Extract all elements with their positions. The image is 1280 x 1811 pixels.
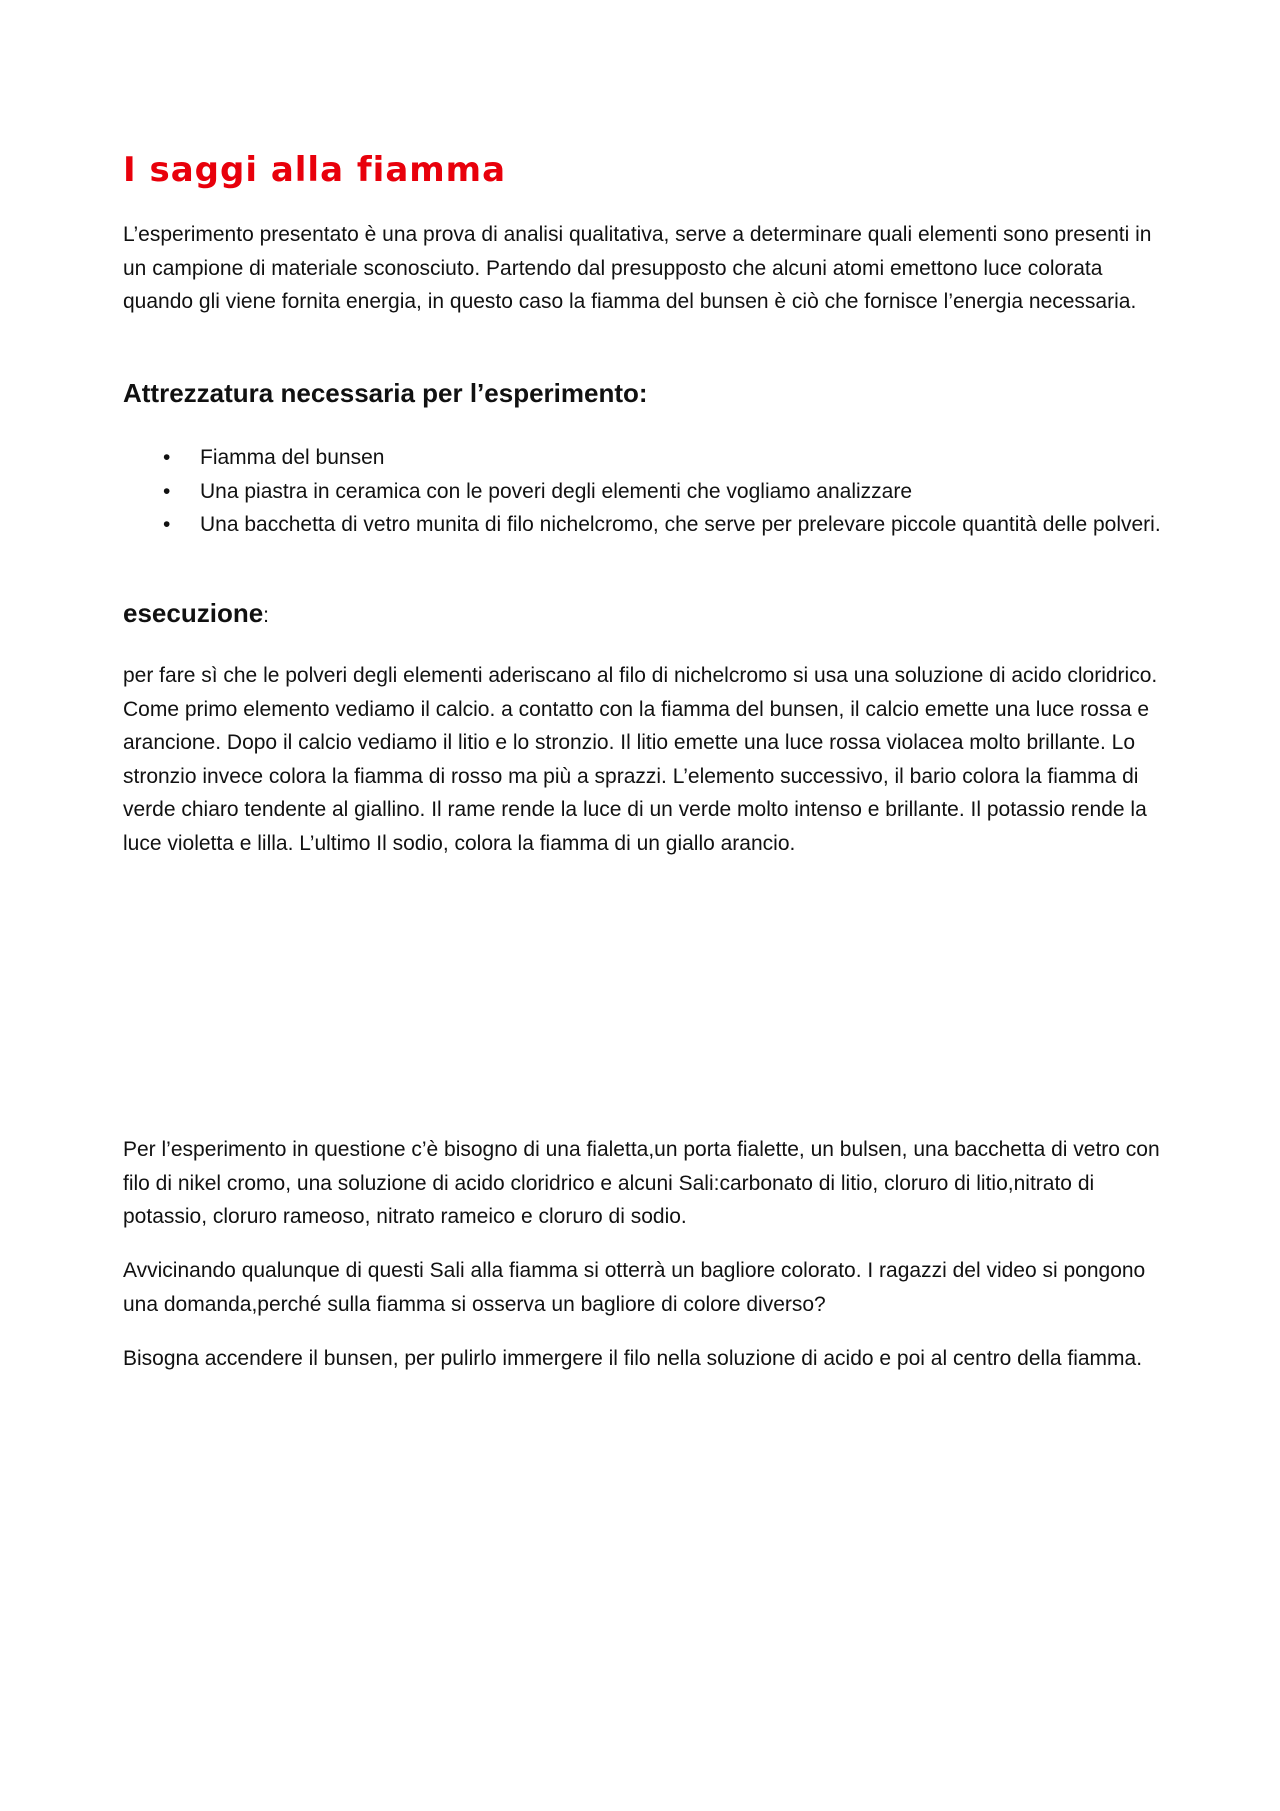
procedure-paragraph: Bisogna accendere il bunsen, per pulirlo immergere il filo nella soluzione di acido e poi al centro della fiamma. (123, 1347, 1143, 1370)
equipment-heading: Attrezzatura necessaria per l’esperimento: (123, 378, 648, 408)
document-title: I saggi alla fiamma (123, 150, 507, 190)
bullet-icon: • (163, 479, 171, 503)
list-item-text: Una piastra in ceramica con le poveri degli elementi che vogliamo analizzare (200, 479, 913, 503)
list-item (123, 508, 1168, 542)
bullet-icon: • (163, 446, 171, 469)
list-item-text: Una bacchetta di vetro munita di filo nichelcromo, che serve per prelevare piccole quantità delle polveri. (200, 513, 1161, 536)
equipment-list (123, 441, 1168, 542)
list-item (123, 475, 1168, 509)
question-paragraph: Avvicinando qualunque di questi Sali alla fiamma si otterrà un bagliore colorato. I ragazzi del video si pongono una domanda,perché sulla fiamma si osserva un bagliore di colore diverso? (123, 1259, 1146, 1316)
bullet-icon: • (163, 513, 171, 536)
execution-paragraph: per fare sì che le polveri degli elementi aderiscano al filo di nichelcromo si usa una soluzione di acido cloridrico. Come primo elemento vediamo il calcio. a contatto con la fiamma del bunsen, il calcio emette una luce rossa e arancione. Dopo il calcio vediamo il litio e lo stronzio. Il litio emette una luce rossa violacea molto brillante. Lo stronzio invece colora la fiamma di rosso ma più a sprazzi. L’elemento successivo, il bario colora la fiamma di verde chiaro tendente al giallino. Il rame rende la luce di un verde molto intenso e brillante. Il potassio rende la luce violetta e lilla. L’ultimo Il sodio, colora la fiamma di un giallo arancio. (123, 664, 1158, 855)
execution-heading (123, 598, 269, 629)
list-item (123, 441, 1168, 475)
execution-heading-colon: : (263, 604, 270, 627)
execution-heading-text: esecuzione (123, 598, 264, 628)
intro-paragraph: L’esperimento presentato è una prova di analisi qualitativa, serve a determinare quali elementi sono presenti in un campione di materiale sconosciuto. Partendo dal presupposto che alcuni atomi emettono luce colorata quando gli viene fornita energia, in questo caso la fiamma del bunsen è ciò che fornisce l’energia necessaria. (123, 223, 1152, 313)
list-item-text: Fiamma del bunsen (200, 446, 385, 469)
materials-paragraph: Per l’esperimento in questione c’è bisogno di una fialetta,un porta fialette, un bulsen, una bacchetta di vetro con filo di nikel cromo, una soluzione di acido cloridrico e alcuni Sali:carbonato di litio, cloruro di litio,nitrato di potassio, cloruro rameoso, nitrato rameico e cloruro di sodio. (123, 1138, 1160, 1228)
